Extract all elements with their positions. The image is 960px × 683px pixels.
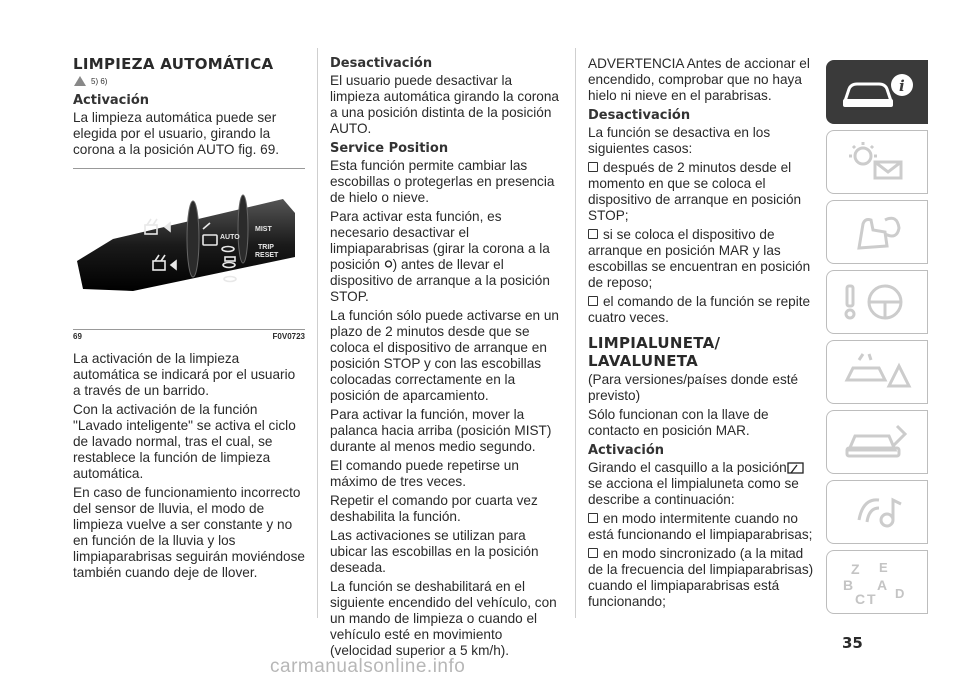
hand-warning-icon [73,75,87,87]
multimedia-icon [839,490,915,534]
svg-text:i: i [899,77,905,95]
activation-text: La limpieza automática puede ser elegida por el usuario, girando la corona a la posición AUTO fig. 69. [73,110,280,157]
column-divider [575,48,576,618]
page-number: 35 [842,634,863,652]
service-position-heading: Service Position [330,141,449,156]
tab-warning-lights[interactable] [826,130,928,194]
paragraph: Las activaciones se utilizan para ubicar las escobillas en la posición deseada. [330,528,539,575]
figure-code: F0V0723 [272,332,305,341]
deactivation-intro: La función se desactiva en los siguientes casos: [588,125,771,156]
index-icon [839,558,915,606]
bullet-icon [588,513,598,523]
service-paragraph [330,209,562,305]
column-1 [73,56,305,584]
index-letter: A [877,577,888,593]
paragraph: Con la activación de la función "Lavado inteligente" se activa el ciclo de lavado normal, tras el cual, se restablece la función de limpieza automática. [73,402,296,481]
index-letter: C [855,591,866,606]
wiper-off-icon [384,259,393,271]
paragraph: Para activar la función, mover la palanca hacia arriba (posición MIST) durante al menos medio segundo. [330,407,552,454]
activation-text [588,460,820,508]
activation-heading: Activación [73,93,150,108]
figure-caption [73,332,305,341]
paragraph: El comando puede repetirse un máximo de tres veces. [330,458,519,489]
deactivation-heading: Desactivación [588,108,691,123]
paragraph: Repetir el comando por cuarta vez deshabilita la función. [330,493,538,524]
trip-label: TRIP [258,244,274,251]
list-item-text: si se coloca el dispositivo de arranque en posición MAR y las escobillas se encuentran en posición de reposo; [588,227,811,290]
airbag-seat-icon [839,210,915,254]
service-text-part: ) antes de llevar el dispositivo de arranque a la posición STOP. [330,257,550,304]
list-item-text: después de 2 minutos desde el momento en que se coloca el dispositivo de arranque en posición STOP; [588,160,802,223]
reset-label: RESET [255,252,279,259]
index-letter: B [843,577,854,593]
auto-label: AUTO [220,234,240,241]
paragraph: La activación de la limpieza automática se indicará por el usuario a través de un barrido. [73,351,296,398]
activation-text-part: Girando el casquillo a la posición [588,460,787,475]
index-letter: E [879,560,888,575]
list-item [588,546,820,610]
tab-index[interactable] [826,550,928,614]
steering-key-icon [839,280,915,324]
service-paragraph: Esta función permite cambiar las escobillas o protegerlas en presencia de hielo o nieve. [330,158,555,205]
paragraph: La función se deshabilitará en el siguiente encendido del vehículo, con un mando de limpieza o cuando el vehículo esté en movimiento (velocidad superior a 5 km/h). [330,579,557,658]
list-item-text: en modo intermitente cuando no está funcionando el limpiaparabrisas; [588,511,813,542]
column-divider [317,48,318,618]
paragraph: En caso de funcionamiento incorrecto del sensor de lluvia, el modo de limpieza vuelve a ser constante y no en función de la lluvia y los limpiaparabrisas seguirán moviéndose también cuando deje de llover. [73,485,305,580]
tab-multimedia[interactable] [826,480,928,544]
bullet-icon [588,229,598,239]
tab-safety[interactable] [826,200,928,264]
warning-lights-icon [839,140,915,184]
activation-heading: Activación [588,443,665,458]
list-item-text: el comando de la función se repite cuatro veces. [588,294,811,325]
mist-label: MIST [255,226,272,233]
list-item [588,511,820,543]
breakdown-icon [839,350,915,394]
index-letter: Z [851,561,860,577]
list-item [588,160,820,224]
rear-wiper-icon [787,461,805,475]
figure-number: 69 [73,332,82,341]
list-item [588,294,820,326]
car-info-icon [839,71,915,113]
figure-69 [73,168,305,330]
bullet-icon [588,548,598,558]
column-3 [588,56,820,613]
wiper-stalk-illustration [73,169,305,329]
rear-wiper-title: LIMPIALUNETA/ LAVALUNETA [588,334,721,370]
paragraph: La función sólo puede activarse en un plazo de 2 minutos desde que se coloca el dispositivo de arranque en posición STOP y con las escobillas colocadas correctamente en la posición de aparcamiento. [330,308,559,403]
tab-emergency[interactable] [826,340,928,404]
tab-maintenance[interactable] [826,410,928,474]
refs-text: 5) 6) [91,76,108,86]
activation-text-part: se acciona el limpialuneta como se describe a continuación: [588,476,799,507]
bullet-icon [588,296,598,306]
list-item [588,227,820,291]
warning-references [73,75,305,87]
tab-starting-driving[interactable] [826,270,928,334]
list-item-text: en modo sincronizado (a la mitad de la frecuencia del limpiaparabrisas) cuando el limpiaparabrisas está funcionando; [588,546,814,609]
bullet-icon [588,162,598,172]
watermark: carmanualsonline.info [270,656,466,677]
column-2 [330,56,562,662]
maintenance-icon [839,420,915,464]
index-letter: T [867,591,876,606]
chapter-sidebar [826,60,928,620]
warning-text: ADVERTENCIA Antes de accionar el encendido, comprobar que no haya hielo ni nieve en el parabrisas. [588,56,810,103]
deactivation-text: El usuario puede desactivar la limpieza automática girando la corona a una posición distinta de la posición AUTO. [330,73,559,136]
rear-wiper-text: Sólo funcionan con la llave de contacto en posición MAR. [588,407,769,438]
index-letter: D [895,586,905,601]
section-title: LIMPIEZA AUTOMÁTICA [73,55,274,73]
service-text-part: Para activar esta función, es necesario desactivar el limpiaparabrisas (girar la corona a la posición [330,209,550,272]
deactivation-heading: Desactivación [330,56,433,71]
versions-note: (Para versiones/países donde esté previsto) [588,372,799,403]
tab-car-info[interactable] [826,60,928,124]
